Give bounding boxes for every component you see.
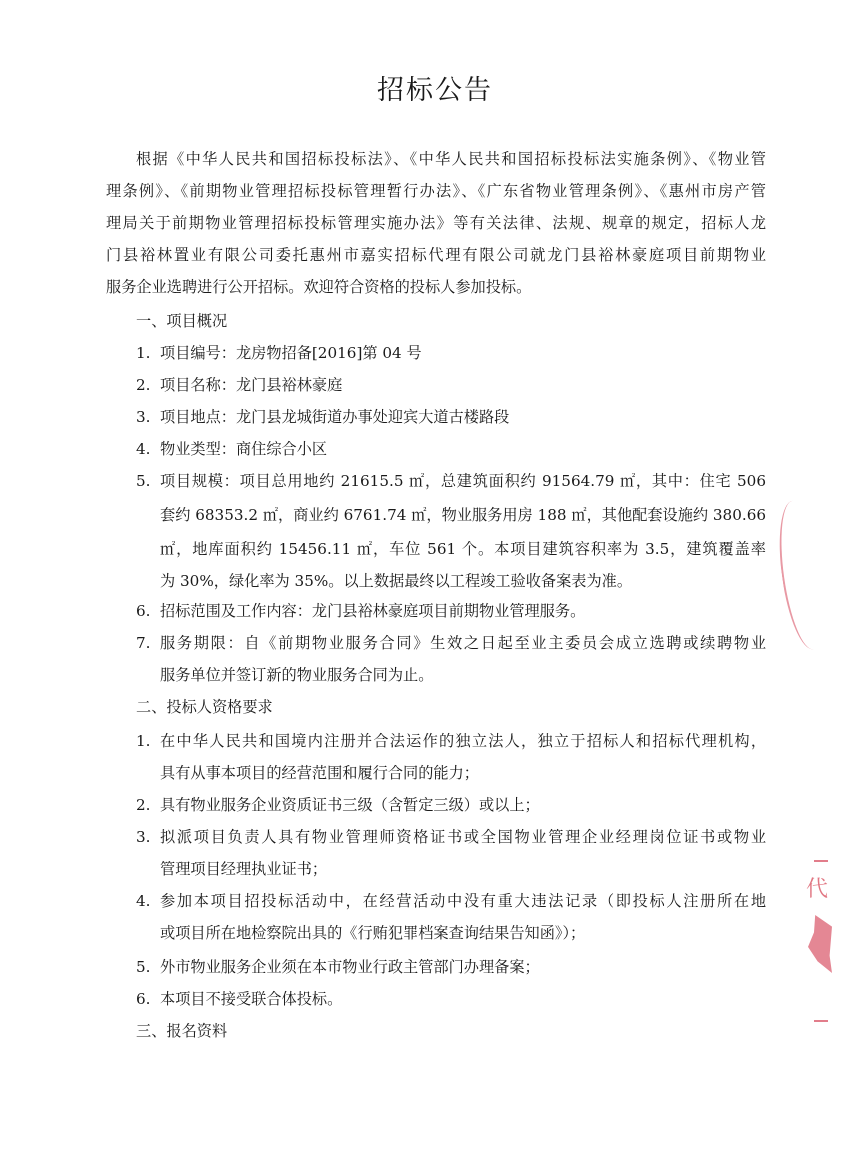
intro-line: 服务企业选聘进行公开招标。欢迎符合资格的投标人参加投标。 — [106, 278, 532, 296]
item-number: 4. — [136, 892, 151, 910]
item-text: ㎡，地库面积约 15456.11 ㎡，车位 561 个。本项目建筑容积率为 3.5，建筑覆盖率 — [160, 540, 766, 558]
item-number: 2. — [136, 796, 151, 814]
item-text: 具有物业服务企业资质证书三级（含暂定三级）或以上； — [160, 796, 540, 814]
item-number: 4. — [136, 440, 151, 458]
seal-stamp-arc — [772, 498, 834, 652]
item-text: 或项目所在地检察院出具的《行贿犯罪档案查询结果告知函》）； — [160, 924, 586, 942]
list-item — [136, 957, 540, 977]
seal-stamp-mark — [814, 860, 828, 862]
item-number: 1. — [136, 732, 151, 750]
item-number: 1. — [136, 344, 151, 362]
item-text: 具有从事本项目的经营范围和履行合同的能力； — [160, 764, 479, 782]
intro-line: 理局关于前期物业管理招标投标管理实施办法》等有关法律、法规、规章的规定，招标人龙 — [106, 214, 766, 232]
item-text: 外市物业服务企业须在本市物业行政主管部门办理备案； — [160, 958, 540, 976]
item-text: 服务期限：自《前期物业服务合同》生效之日起至业主委员会成立选聘或续聘物业 — [160, 634, 766, 652]
list-item — [136, 407, 509, 427]
item-number: 3. — [136, 828, 151, 846]
seal-stamp-mark — [814, 1020, 828, 1022]
item-text: 服务单位并签订新的物业服务合同为止。 — [160, 666, 434, 684]
list-item — [136, 439, 327, 459]
list-item — [136, 343, 422, 363]
section-heading: 三、报名资料 — [136, 1022, 228, 1040]
document-title: 招标公告 — [377, 75, 493, 106]
item-text: 招标范围及工作内容：龙门县裕林豪庭项目前期物业管理服务。 — [160, 602, 586, 620]
item-text: 为 30%，绿化率为 35%。以上数据最终以工程竣工验收备案表为准。 — [160, 572, 633, 590]
item-number: 2. — [136, 376, 151, 394]
item-number: 3. — [136, 408, 151, 426]
item-number: 5. — [136, 958, 151, 976]
list-item — [136, 601, 585, 621]
list-item — [136, 375, 342, 395]
list-item — [136, 795, 540, 815]
item-number: 6. — [136, 990, 151, 1008]
seal-stamp-text: 代 — [806, 877, 829, 902]
intro-line: 门县裕林置业有限公司委托惠州市嘉实招标代理有限公司就龙门县裕林豪庭项目前期物业 — [106, 246, 766, 264]
item-text: 项目地点：龙门县龙城街道办事处迎宾大道古楼路段 — [160, 408, 510, 426]
list-item — [136, 989, 342, 1009]
item-text: 项目规模：项目总用地约 21615.5 ㎡，总建筑面积约 91564.79 ㎡，其中：住宅 506 — [160, 472, 766, 490]
item-text: 在中华人民共和国境内注册并合法运作的独立法人，独立于招标人和招标代理机构， — [160, 732, 766, 750]
item-number: 6. — [136, 602, 151, 620]
item-text: 参加本项目招投标活动中，在经营活动中没有重大违法记录（即投标人注册所在地 — [160, 892, 766, 910]
item-text: 套约 68353.2 ㎡，商业约 6761.74 ㎡，物业服务用房 188 ㎡，其他配套设施约 380.66 — [160, 506, 767, 524]
item-text: 项目编号：龙房物招备[2016]第 04 号 — [160, 344, 422, 362]
intro-line: 理条例》、《前期物业管理招标投标管理暂行办法》、《广东省物业管理条例》、《惠州市房产管 — [106, 182, 766, 200]
seal-stamp-mark — [808, 915, 832, 973]
intro-line: 根据《中华人民共和国招标投标法》、《中华人民共和国招标投标法实施条例》、《物业管 — [136, 150, 766, 168]
item-text: 管理项目经理执业证书； — [160, 860, 328, 878]
item-number: 5. — [136, 472, 151, 490]
item-text: 物业类型：商住综合小区 — [160, 440, 328, 458]
item-number: 7. — [136, 634, 151, 652]
item-text: 本项目不接受联合体投标。 — [160, 990, 343, 1008]
section-heading: 一、项目概况 — [136, 312, 228, 330]
section-heading: 二、投标人资格要求 — [136, 698, 273, 716]
item-text: 拟派项目负责人具有物业管理师资格证书或全国物业管理企业经理岗位证书或物业 — [160, 828, 766, 846]
item-text: 项目名称：龙门县裕林豪庭 — [160, 376, 343, 394]
